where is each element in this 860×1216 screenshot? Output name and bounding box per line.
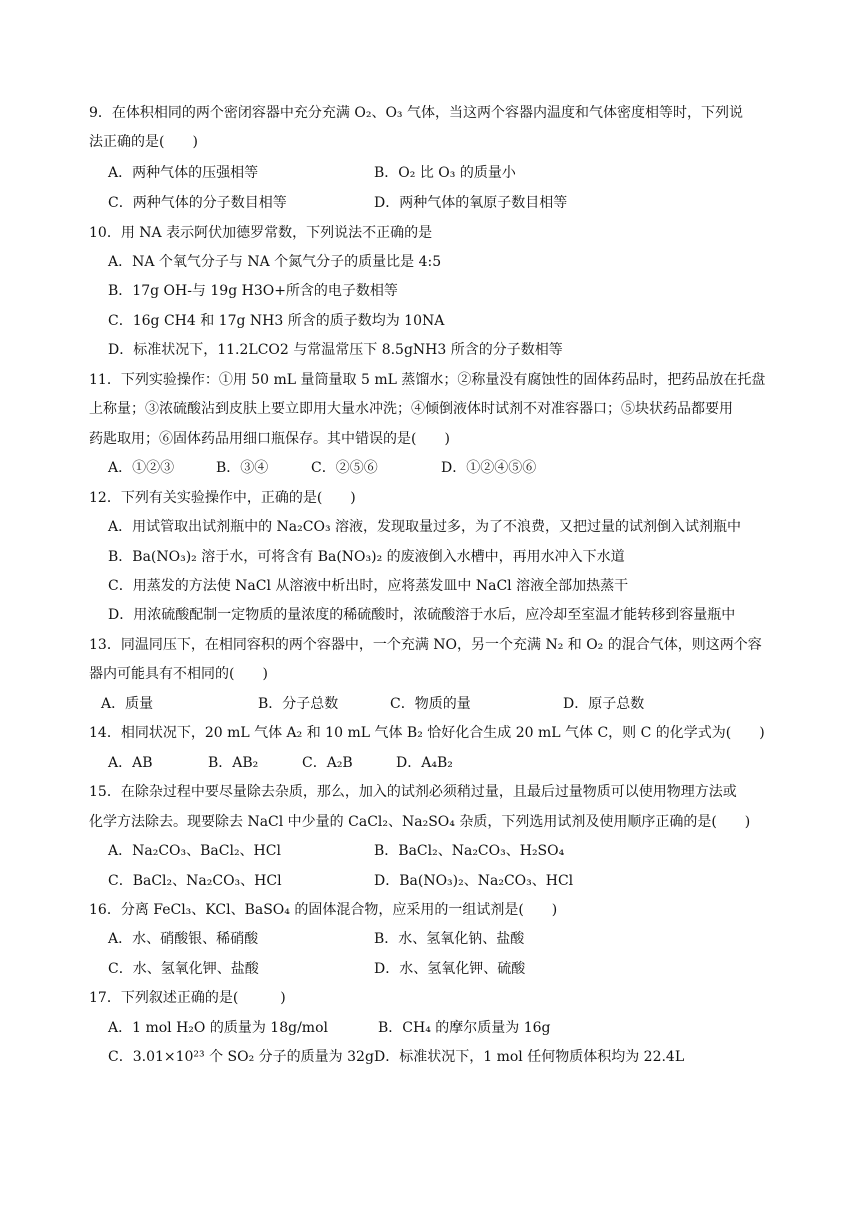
q11-stem-line-2: 上称量；③浓硫酸沾到皮肤上要立即用大量水冲洗；④倾倒液体时试剂不对准容器口；⑤块状药品都要用	[89, 401, 733, 417]
q14-option-b: B．AB₂	[208, 755, 259, 771]
q11-option-c: C．②⑤⑥	[311, 460, 378, 476]
q10-option-b: B．17g OH-与 19g H3O+所含的电子数相等	[108, 283, 398, 299]
q10-option-c: C．16g CH4 和 17g NH3 所含的质子数均为 10NA	[108, 313, 445, 329]
q10-option-d: D．标准状况下，11.2LCO2 与常温常压下 8.5gNH3 所含的分子数相等	[108, 342, 563, 358]
q14-option-d: D．A₄B₂	[396, 755, 453, 771]
q13-option-b: B．分子总数	[258, 696, 339, 712]
q12-stem-line-1: 12．下列有关实验操作中，正确的是( )	[89, 490, 356, 506]
q11-option-a: A．①②③	[108, 460, 175, 476]
q17-stem-line-1: 17．下列叙述正确的是( )	[89, 990, 286, 1006]
q14-option-a: A．AB	[108, 755, 153, 771]
q17-option-c: C．3.01×10²³ 个 SO₂ 分子的质量为 32g	[108, 1049, 374, 1065]
q11-stem-line-3: 药匙取用；⑥固体药品用细口瓶保存。其中错误的是( )	[89, 431, 450, 447]
q13-option-a: A．质量	[101, 696, 154, 712]
q14-option-c: C．A₂B	[302, 755, 353, 771]
q16-option-d: D．水、氢氧化钾、硫酸	[374, 961, 526, 977]
q17-option-d: D．标准状况下，1 mol 任何物质体积均为 22.4L	[374, 1049, 685, 1065]
q9-option-d: D．两种气体的氧原子数目相等	[374, 195, 568, 211]
q9-stem-line-2: 法正确的是( )	[89, 134, 198, 150]
q11-option-d: D．①②④⑤⑥	[441, 460, 537, 476]
q12-option-b: B．Ba(NO₃)₂ 溶于水，可将含有 Ba(NO₃)₂ 的废液倒入水槽中，再用水冲入下水道	[108, 549, 625, 565]
q9-option-a: A．两种气体的压强相等	[108, 165, 259, 181]
q13-option-c: C．物质的量	[390, 696, 471, 712]
q9-option-b: B．O₂ 比 O₃ 的质量小	[374, 165, 516, 181]
q11-option-b: B．③④	[216, 460, 269, 476]
q10-option-a: A．NA 个氧气分子与 NA 个氮气分子的质量比是 4:5	[108, 254, 442, 270]
q15-option-d: D．Ba(NO₃)₂、Na₂CO₃、HCl	[374, 873, 574, 889]
q12-option-c: C．用蒸发的方法使 NaCl 从溶液中析出时，应将蒸发皿中 NaCl 溶液全部加热蒸干	[108, 578, 629, 594]
q16-option-b: B．水、氢氧化钠、盐酸	[374, 931, 525, 947]
q10-stem-line-1: 10．用 NA 表示阿伏加德罗常数，下列说法不正确的是	[89, 225, 433, 241]
q17-option-a: A．1 mol H₂O 的质量为 18g/mol	[108, 1020, 328, 1036]
q15-stem-line-2: 化学方法除去。现要除去 NaCl 中少量的 CaCl₂、Na₂SO₄ 杂质，下列选用试剂及使用顺序正确的是( )	[89, 814, 751, 830]
q11-stem-line-1: 11．下列实验操作：①用 50 mL 量筒量取 5 mL 蒸馏水；②称量没有腐蚀性的固体药品时，把药品放在托盘	[89, 372, 766, 388]
q16-option-a: A．水、硝酸银、稀硝酸	[108, 931, 259, 947]
q13-stem-line-2: 器内可能具有不相同的( )	[89, 666, 268, 682]
q16-option-c: C．水、氢氧化钾、盐酸	[108, 961, 259, 977]
q15-stem-line-1: 15．在除杂过程中要尽量除去杂质，那么，加入的试剂必须稍过量，且最后过量物质可以使用物理方法或	[89, 784, 737, 800]
q12-option-d: D．用浓硫酸配制一定物质的量浓度的稀硫酸时，浓硫酸溶于水后，应冷却至室温才能转移到容量瓶中	[108, 607, 736, 623]
q17-option-b: B．CH₄ 的摩尔质量为 16g	[378, 1020, 551, 1036]
q9-stem-line-1: 9．在体积相同的两个密闭容器中充分充满 O₂、O₃ 气体，当这两个容器内温度和气体密度相等时，下列说	[89, 105, 743, 121]
q14-stem-line-1: 14．相同状况下，20 mL 气体 A₂ 和 10 mL 气体 B₂ 恰好化合生成 20 mL 气体 C，则 C 的化学式为( )	[89, 725, 765, 741]
q13-option-d: D．原子总数	[563, 696, 645, 712]
q16-stem-line-1: 16．分离 FeCl₃、KCl、BaSO₄ 的固体混合物，应采用的一组试剂是( )	[89, 902, 558, 918]
q15-option-b: B．BaCl₂、Na₂CO₃、H₂SO₄	[374, 843, 565, 859]
q9-option-c: C．两种气体的分子数目相等	[108, 195, 287, 211]
q15-option-a: A．Na₂CO₃、BaCl₂、HCl	[108, 843, 281, 859]
q15-option-c: C．BaCl₂、Na₂CO₃、HCl	[108, 873, 282, 889]
q13-stem-line-1: 13．同温同压下，在相同容积的两个容器中，一个充满 NO，另一个充满 N₂ 和 O₂ 的混合气体，则这两个容	[89, 637, 762, 653]
q12-option-a: A．用试管取出试剂瓶中的 Na₂CO₃ 溶液，发现取量过多，为了不浪费，又把过量的试剂倒入试剂瓶中	[108, 519, 742, 535]
